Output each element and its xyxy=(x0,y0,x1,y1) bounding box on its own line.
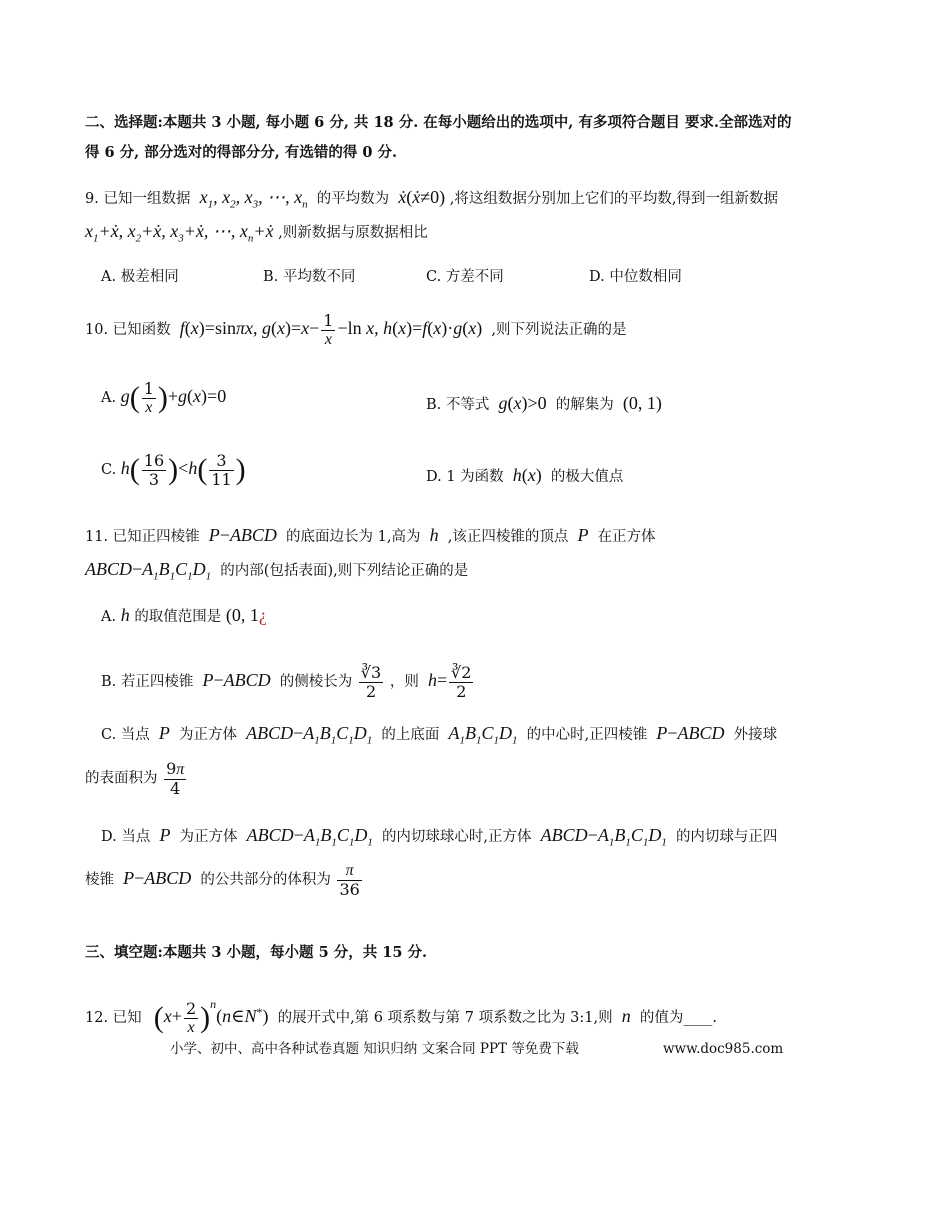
q9-mean: ẋ xyxy=(393,187,407,207)
q10-option-d-text: 的极大值点 xyxy=(550,469,624,485)
q12-stem-a: 12. 已知 xyxy=(85,1010,142,1026)
q10-stem-b: ,则下列说法正确的是 xyxy=(491,322,627,339)
q11-option-a-text: 的取值范围是 xyxy=(134,609,222,625)
q11-option-c-line2: 的表面积为 $\frac{9\pi}{4}$ xyxy=(85,759,185,798)
q10-option-b-text: 的解集为 xyxy=(555,397,614,413)
q11-option-d-label: D. 当点 xyxy=(101,829,151,845)
q11-option-c-text5: 的表面积为 xyxy=(85,770,158,787)
q12-stem: 12. 已知 (x+ $\frac{2}{x}$ )$^n$(n∈N*) 的展开式中,第 6 项系数与第 7 项系数之比为 3:1,则 n 的值为____. xyxy=(85,997,717,1036)
q11-option-c-label: C. 当点 xyxy=(101,727,150,743)
section2-heading-line1: 二、选择题:本题共 3 小题, 每小题 6 分, 共 18 分. 在每小题给出的选项中, 有多项符合题目 要求.全部选对的 xyxy=(85,114,792,131)
q9-option-c: C. 方差不同 xyxy=(426,269,504,285)
q10-option-a: A. g( $\frac{1}{x}$ )+g(x)=0 xyxy=(101,379,227,416)
q9-stem-line1: 9. 已知一组数据 $x_1$, $x_2$, $x_3$, ⋯, $x_n$ 的平均数为 ẋ(ẋ≠0) ,将这组数据分别加上它们的平均数,得到一组新数据 xyxy=(85,187,778,211)
q11-option-d-line2: 棱锥 P−ABCD 的公共部分的体积为 $\frac{\pi}{36}$ xyxy=(85,862,360,899)
q11-stem-line2: $ABCD-A_1B_1C_1D_1$ 的内部(包括表面),则下列结论正确的是 xyxy=(85,559,469,583)
q11-option-d-text: 为正方体 xyxy=(179,829,238,845)
q11-stem-e: 的内部(包括表面),则下列结论正确的是 xyxy=(220,563,469,579)
q9-stem-b: ,将这组数据分别加上它们的平均数,得到一组新数据 xyxy=(449,191,778,207)
q10-option-b-label: B. 不等式 xyxy=(426,397,490,413)
q11-option-d-text5: 的公共部分的体积为 xyxy=(200,872,331,889)
q11-option-a-label: A. xyxy=(101,609,117,625)
q11-option-b-text: 的侧棱长为 xyxy=(279,674,353,691)
q11-option-b-label: B. 若正四棱锥 xyxy=(101,674,194,691)
q10-option-c-label: C. xyxy=(101,462,117,479)
q10-option-d-label: D. 1 为函数 xyxy=(426,469,504,485)
q11-stem-c: ,该正四棱锥的顶点 xyxy=(447,529,569,545)
q11-option-c-line1: C. 当点 P 为正方体 $ABCD-A_1B_1C_1D_1$ 的上底面 $A_1B_1C_1D_1$ 的中心时,正四棱锥 P−ABCD 外接球 xyxy=(101,723,778,747)
q11-option-d-text3: 的内切球与正四 xyxy=(675,829,778,845)
q11-option-d-text2: 的内切球球心时,正方体 xyxy=(381,829,532,845)
q11-option-d-line1: D. 当点 P 为正方体 $ABCD-A_1B_1C_1D_1$ 的内切球球心时,正方体 $ABCD-A_1B_1C_1D_1$ 的内切球与正四 xyxy=(101,825,778,849)
section3-heading: 三、填空题:本题共 3 小题，每小题 5 分，共 15 分. xyxy=(85,944,428,961)
q9-stem-line2 xyxy=(85,222,428,245)
q9-option-b: B. 平均数不同 xyxy=(263,269,356,285)
q11-option-c-text4: 外接球 xyxy=(733,727,778,743)
q9-data-series: $x_1$, $x_2$, $x_3$, ⋯, $x_n$ xyxy=(195,187,308,211)
q9-option-a: A. 极差相同 xyxy=(101,269,179,285)
q11-option-a: A. h 的取值范围是 (0, 1¿ xyxy=(101,605,267,625)
q10-stem-a: 10. 已知函数 xyxy=(85,322,171,339)
q9-new-series: $x_1+ẋ$, $x_2+ẋ$, $x_3+ẋ$, ⋯, $x_n+ẋ$ xyxy=(85,221,274,245)
q11-option-c-text: 为正方体 xyxy=(179,727,238,743)
q11-stem-b: 的底面边长为 1,高为 xyxy=(286,529,421,545)
q11-stem-line1: 11. 已知正四棱锥 P−ABCD 的底面边长为 1,高为 h ,该正四棱锥的顶点 P 在正方体 xyxy=(85,525,656,545)
q9-stem-a: 9. 已知一组数据 xyxy=(85,191,191,207)
section2-heading-line2: 得 6 分, 部分选对的得部分分, 有选错的得 0 分. xyxy=(85,144,398,161)
footer-url[interactable]: www.doc985.com xyxy=(663,1041,784,1057)
q11-option-c-text2: 的上底面 xyxy=(381,727,440,743)
q10-option-d: D. 1 为函数 h(x) 的极大值点 xyxy=(426,465,624,485)
q11-option-b-text2: ，则 xyxy=(389,674,419,691)
q9-stem-c: ,则新数据与原数据相比 xyxy=(278,225,428,241)
q12-stem-c: 的值为____. xyxy=(639,1010,717,1026)
q11-option-b: B. 若正四棱锥 P−ABCD 的侧棱长为 $\frac{∛3}{2}$ ，则 h= $\frac{∛2}{2}$ xyxy=(101,663,472,701)
q11-option-d-text4: 棱锥 xyxy=(85,872,114,889)
q12-stem-b: 的展开式中,第 6 项系数与第 7 项系数之比为 3:1,则 xyxy=(277,1010,613,1026)
q10-option-a-label: A. xyxy=(101,390,117,407)
q10-stem: 10. 已知函数 f(x)=sinπx, g(x)=x− $\frac{1}{x}$ −ln x, h(x)=f(x)·g(x) ,则下列说法正确的是 xyxy=(85,311,627,348)
q10-option-b: B. 不等式 g(x)>0 的解集为 (0, 1) xyxy=(426,393,662,413)
q11-stem-a: 11. 已知正四棱锥 xyxy=(85,529,200,545)
q11-stem-d: 在正方体 xyxy=(597,529,656,545)
footer-text: 小学、初中、高中各种试卷真题 知识归纳 文案合同 PPT 等免费下载 xyxy=(170,1041,579,1057)
q9-option-d: D. 中位数相同 xyxy=(589,269,682,285)
q11-option-c-text3: 的中心时,正四棱锥 xyxy=(526,727,648,743)
q10-option-c: C. h( $\frac{16}{3}$ )<h( $\frac{3}{11}$ ) xyxy=(101,451,246,489)
q10-functions: f xyxy=(175,318,185,339)
